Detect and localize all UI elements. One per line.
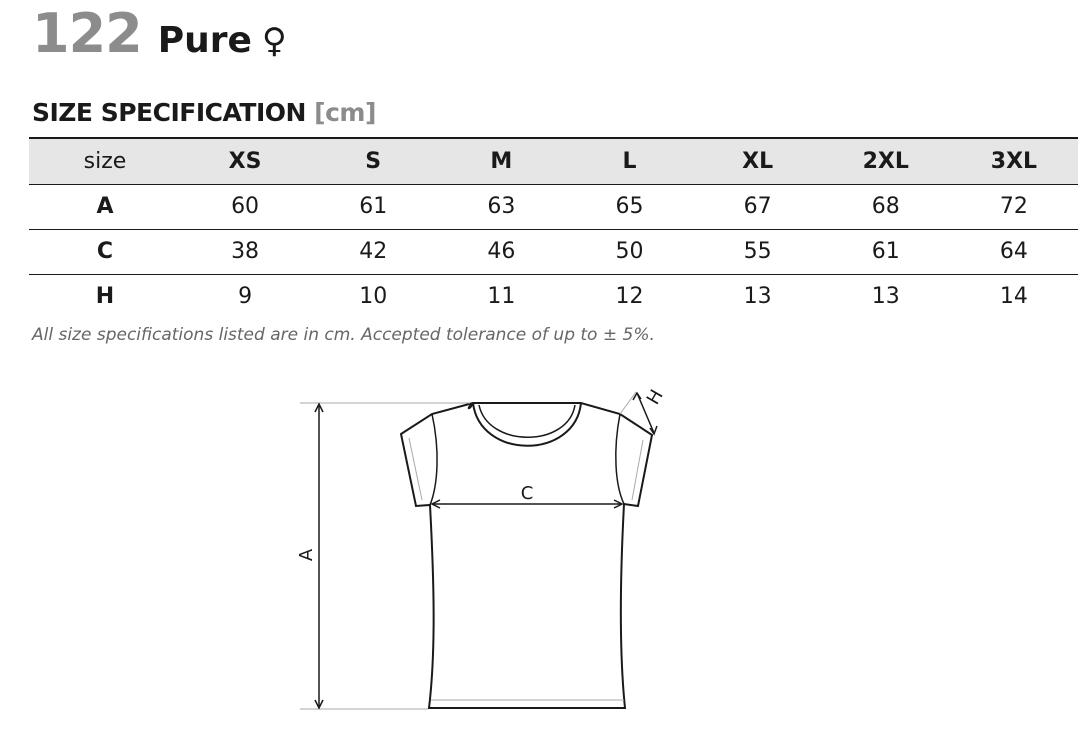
table-cell: 72 <box>999 194 1028 219</box>
model-name: Pure <box>157 20 252 61</box>
table-cell: 63 <box>487 194 516 219</box>
tolerance-note: All size specifications listed are in cm. Accepted tolerance of up to ± 5%. <box>32 325 655 345</box>
table-cell: 67 <box>743 194 772 219</box>
table-cell: 38 <box>231 239 260 264</box>
tshirt-outline <box>401 403 652 708</box>
table-cell: 55 <box>743 239 772 264</box>
neckline-inner <box>479 405 575 437</box>
table-cell: 13 <box>871 284 900 310</box>
size-col-l: L <box>622 148 637 174</box>
size-col-s: S <box>365 148 382 174</box>
label-h: H <box>642 386 668 409</box>
left-armhole-seam <box>430 414 437 505</box>
table-cell: 65 <box>615 194 644 219</box>
label-c: C <box>520 483 534 504</box>
row-label-h: H <box>95 284 115 310</box>
table-cell: 61 <box>871 239 900 264</box>
right-armhole-seam <box>616 414 624 504</box>
table-cell: 60 <box>231 194 260 219</box>
size-col-3xl: 3XL <box>990 148 1038 174</box>
model-number: 122 <box>32 2 142 65</box>
table-cell: 68 <box>871 194 900 219</box>
table-cell: 10 <box>359 284 388 310</box>
table-cell: 11 <box>487 284 516 310</box>
table-cell: 50 <box>615 239 644 264</box>
row-label-a: A <box>96 194 114 219</box>
table-cell: 64 <box>999 239 1028 264</box>
table-cell: 9 <box>238 284 253 310</box>
table-cell: 14 <box>999 284 1028 310</box>
size-col-m: M <box>490 148 513 174</box>
size-header-label: size <box>83 148 127 174</box>
female-symbol-icon: ♀ <box>261 21 287 61</box>
spec-title-text: SIZE SPECIFICATION <box>32 98 306 127</box>
table-cell: 13 <box>743 284 772 310</box>
size-col-xs: XS <box>228 148 262 174</box>
label-a: A <box>296 548 317 562</box>
size-col-2xl: 2XL <box>862 148 909 174</box>
left-sleeve-shadow <box>409 438 422 500</box>
table-cell: 12 <box>615 284 644 310</box>
size-col-xl: XL <box>742 148 774 174</box>
table-cell: 46 <box>487 239 516 264</box>
row-label-c: C <box>96 239 114 264</box>
spec-unit: [cm] <box>314 98 376 127</box>
sleeve-guide <box>620 392 636 414</box>
table-cell: 61 <box>359 194 388 219</box>
table-cell: 42 <box>359 239 388 264</box>
